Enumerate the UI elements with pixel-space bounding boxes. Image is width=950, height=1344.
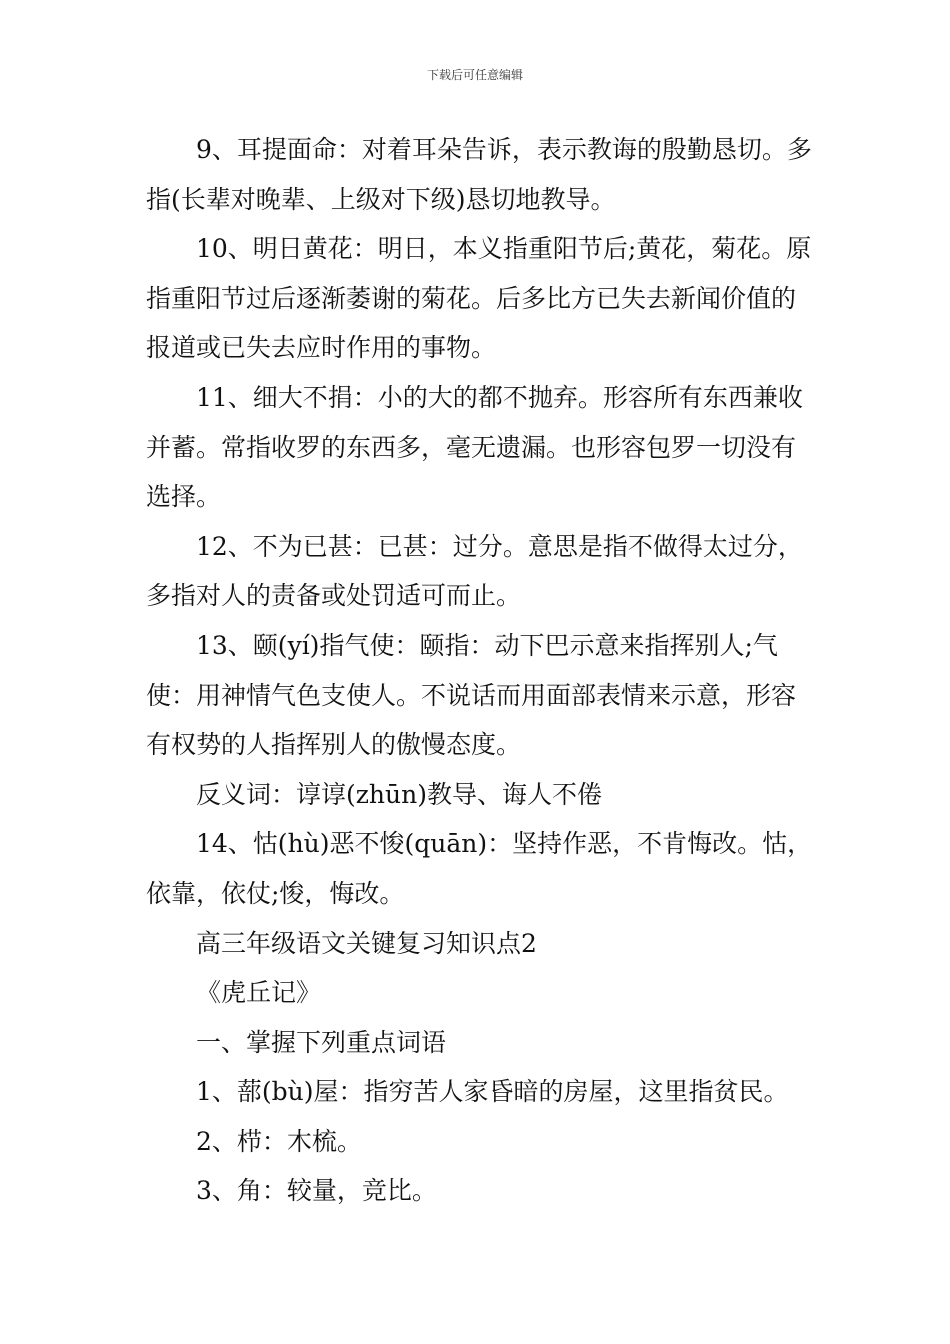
document-body: [146, 125, 816, 1216]
paragraph: 12、不为已甚：已甚：过分。意思是指不做得太过分，多指对人的责备或处罚适可而止。: [146, 531, 803, 611]
page-header: 下载后可任意编辑: [426, 68, 523, 82]
section-heading: 高三年级语文关键复习知识点2: [196, 928, 537, 958]
paragraph: 9、耳提面命：对着耳朵告诉，表示教诲的殷勤恳切。多指(长辈对晚辈、上级对下级)恳切地教导。: [146, 135, 812, 214]
article-title: 《虎丘记》: [196, 978, 322, 1008]
paragraph: 反义词：谆谆(zhūn)教导、诲人不倦: [196, 779, 602, 809]
subsection-heading: 一、掌握下列重点词语: [196, 1027, 447, 1057]
paragraph: 1、蔀(bù)屋：指穷苦人家昏暗的房屋，这里指贫民。: [196, 1077, 789, 1107]
paragraph: 13、颐(yí)指气使：颐指：动下巴示意来指挥别人;气使：用神情气色支使人。不说话而用面部表情来示意，形容有权势的人指挥别人的傲慢态度。: [146, 630, 797, 760]
paragraph: 14、怙(hù)恶不悛(quān)：坚持作恶，不肯悔改。怙，依靠，依仗;悛，悔改。: [146, 829, 813, 908]
paragraph: 3、角：较量，竞比。: [196, 1176, 437, 1206]
paragraph: 11、细大不捐：小的大的都不抛弃。形容所有东西兼收并蓄。常指收罗的东西多，毫无遗漏。也形容包罗一切没有选择。: [146, 382, 803, 512]
paragraph: 10、明日黄花：明日，本义指重阳节后;黄花，菊花。原指重阳节过后逐渐萎谢的菊花。后多比方已失去新闻价值的报道或已失去应时作用的事物。: [146, 234, 812, 363]
paragraph: 2、栉：木梳。: [196, 1126, 362, 1156]
